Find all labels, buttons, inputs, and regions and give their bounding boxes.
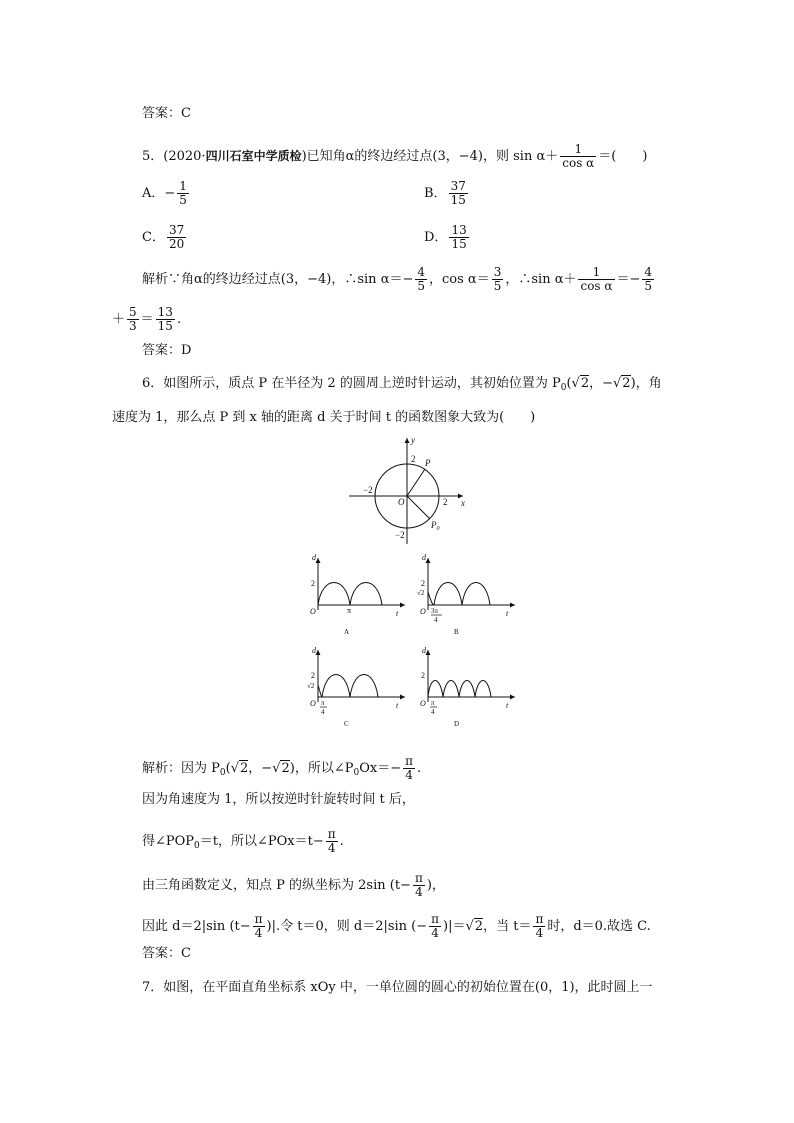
q5-analysis-text: ，∴sin α＋ bbox=[505, 272, 577, 287]
radius-op bbox=[407, 469, 425, 496]
x-tick-num: 3π bbox=[431, 607, 439, 615]
curve bbox=[428, 583, 490, 606]
analysis-text: . bbox=[417, 761, 422, 776]
p0-letter: P bbox=[431, 520, 437, 530]
frac-num: π bbox=[431, 912, 440, 926]
d-arrow bbox=[316, 650, 321, 655]
y-tick-2: 2 bbox=[311, 579, 315, 588]
frac-den: 3 bbox=[129, 319, 137, 333]
t-arrow bbox=[400, 603, 405, 608]
fraction bbox=[253, 913, 265, 940]
q5-option-a bbox=[142, 180, 191, 207]
analysis-text: 由三角函数定义，知点 P 的纵坐标为 2sin (t− bbox=[142, 878, 411, 893]
analysis-text: 时，d＝0.故选 C. bbox=[547, 919, 651, 934]
q5-analysis-frac1 bbox=[415, 266, 427, 293]
q6-analysis-line1: 解析：因为 $P_0(√2$，−√2)，所以$\angle P_0Ox=-$ $\frac{\pi}{4}$ . bbox=[142, 754, 422, 782]
analysis-text: ，当 t＝ bbox=[483, 919, 532, 934]
frac-den: 15 bbox=[450, 193, 466, 207]
q6-graph-a bbox=[300, 550, 410, 640]
q5-analysis-text: . bbox=[176, 312, 182, 327]
q6-stem-text: ，− bbox=[589, 376, 613, 391]
fraction bbox=[533, 913, 545, 940]
q5-analysis-frac5 bbox=[127, 306, 139, 333]
frac-den: 15 bbox=[157, 319, 173, 333]
q5-stem-suffix: ＝( ) bbox=[598, 149, 648, 164]
option-c-fraction bbox=[167, 224, 186, 251]
frac-den: 5 bbox=[493, 279, 502, 293]
sqrt: 2 bbox=[240, 761, 249, 776]
option-d-label: D． bbox=[424, 230, 448, 245]
origin-label: O bbox=[420, 699, 426, 708]
x-tick-den: 4 bbox=[434, 616, 438, 624]
q6-graph-b bbox=[410, 550, 520, 640]
t-arrow bbox=[400, 695, 405, 700]
d-arrow bbox=[426, 558, 431, 563]
graph-letter: C bbox=[344, 720, 349, 728]
analysis-text: ，− bbox=[248, 761, 273, 776]
x-tick-num: π bbox=[321, 699, 325, 707]
frac-num: 4 bbox=[644, 265, 653, 279]
graph-letter: B bbox=[454, 628, 459, 636]
frac-den: 4 bbox=[431, 926, 439, 940]
analysis-text: )|.令 t＝0，则 d＝2|sin (− bbox=[266, 919, 428, 934]
t-label: t bbox=[506, 701, 509, 710]
fraction bbox=[413, 872, 425, 899]
q6-analysis-line2: 因为角速度为 1，所以按逆时针旋转时间 t 后， bbox=[142, 792, 415, 807]
frac-num: 5 bbox=[129, 305, 137, 319]
d-label: d bbox=[312, 646, 316, 655]
q6-subscript: 0 bbox=[560, 383, 567, 393]
y-tick-2: 2 bbox=[311, 671, 315, 680]
sqrt: 2 bbox=[281, 761, 290, 776]
q6-sqrt: 2 bbox=[580, 376, 590, 391]
fig-2-right: 2 bbox=[443, 497, 448, 507]
analysis-text: )|＝ bbox=[443, 919, 466, 934]
q6-stem-line1: 6．如图所示，质点 P 在半径为 2 的圆周上逆时针运动，其初始位置为 $P_0(√2$，−√2)，角 bbox=[142, 376, 662, 393]
q5-source: 四川石室中学质检 bbox=[205, 149, 302, 163]
fig-y-label: y bbox=[411, 435, 415, 445]
frac-num: π bbox=[405, 754, 413, 768]
y-tick-sqrt2: √2 bbox=[307, 682, 315, 690]
fraction bbox=[403, 755, 415, 782]
frac-den: 4 bbox=[405, 768, 413, 782]
t-label: t bbox=[396, 609, 399, 618]
frac-num: 1 bbox=[578, 266, 614, 280]
q5-option-c bbox=[142, 224, 188, 251]
frac-den: cos α bbox=[580, 279, 613, 293]
t-arrow bbox=[510, 695, 515, 700]
q5-analysis-text: ＋ bbox=[112, 312, 126, 327]
fig-neg2-bottom: −2 bbox=[395, 530, 405, 540]
q4-answer: 答案：C bbox=[142, 106, 191, 121]
t-label: t bbox=[506, 609, 509, 618]
frac-den: 4 bbox=[254, 926, 263, 940]
frac-num: π bbox=[254, 912, 263, 926]
option-d-fraction bbox=[449, 224, 468, 251]
q5-analysis-frac6 bbox=[156, 306, 175, 333]
subscript: 0 bbox=[194, 841, 200, 851]
fraction bbox=[429, 913, 441, 940]
q5-option-b bbox=[424, 180, 470, 207]
q6-graph-c bbox=[300, 645, 410, 735]
radius-op0 bbox=[407, 496, 430, 519]
frac-num: 1 bbox=[179, 179, 187, 193]
curve bbox=[318, 583, 382, 606]
q5-analysis-frac2 bbox=[492, 266, 504, 293]
option-a-label: A．− bbox=[142, 186, 176, 201]
q5-analysis-text: ＝− bbox=[616, 272, 641, 287]
option-b-fraction bbox=[449, 180, 468, 207]
frac-den: 4 bbox=[535, 926, 544, 940]
q5-stem bbox=[142, 143, 647, 170]
q6-stem-text: )，角 bbox=[630, 376, 662, 391]
graph-letter: D bbox=[454, 720, 460, 728]
analysis-text: ＝t，所以∠POx＝t− bbox=[199, 834, 324, 849]
q5-analysis-text: ，cos α＝ bbox=[429, 272, 490, 287]
curve bbox=[428, 681, 491, 698]
analysis-text: 解析：因为 P bbox=[142, 761, 220, 776]
d-label: d bbox=[422, 553, 426, 562]
frac-num: 37 bbox=[450, 179, 466, 193]
q6-stem-text: ( bbox=[566, 376, 572, 391]
analysis-text: )， bbox=[426, 878, 445, 893]
q6-sqrt: 2 bbox=[622, 376, 631, 391]
p0-sub: 0 bbox=[436, 526, 440, 532]
q6-analysis-line4 bbox=[142, 872, 445, 899]
q5-analysis-text: ＝ bbox=[140, 312, 154, 327]
frac-num: π bbox=[535, 912, 544, 926]
d-arrow bbox=[426, 650, 431, 655]
analysis-text: . bbox=[339, 834, 344, 849]
frac-num: π bbox=[327, 827, 336, 841]
fig-origin: O bbox=[398, 497, 405, 507]
frac-num: 3 bbox=[493, 265, 502, 279]
x-tick-den: 4 bbox=[321, 708, 325, 716]
d-label: d bbox=[422, 646, 426, 655]
origin-label: O bbox=[310, 699, 316, 708]
q5-analysis-text: 解析∵角α的终边经过点(3，−4)，∴sin α＝− bbox=[142, 272, 414, 287]
t-arrow bbox=[510, 603, 515, 608]
graph-letter: A bbox=[344, 628, 350, 636]
q5-option-d bbox=[424, 224, 471, 251]
q6-graph-d bbox=[410, 645, 520, 735]
frac-num: 4 bbox=[417, 265, 426, 279]
q5-stem-mid: )已知角α的终边经过点(3，−4)，则 sin α＋ bbox=[301, 149, 559, 164]
frac-den: 4 bbox=[327, 841, 336, 855]
frac-num: 13 bbox=[451, 223, 467, 237]
q5-analysis-frac4 bbox=[642, 266, 654, 293]
fig-p-label: P bbox=[425, 458, 431, 468]
x-tick-den: 4 bbox=[431, 708, 435, 716]
analysis-text: 因此 d＝2|sin (t− bbox=[142, 919, 251, 934]
fraction bbox=[326, 828, 338, 855]
frac-den: 5 bbox=[179, 193, 187, 207]
frac-num: π bbox=[414, 871, 423, 885]
q6-stem-line2: 速度为 1，那么点 P 到 x 轴的距离 d 关于时间 t 的函数图象大致为( ) bbox=[112, 410, 536, 425]
origin-label: O bbox=[310, 607, 316, 616]
q5-analysis-line2 bbox=[112, 306, 181, 333]
y-tick-sqrt2: √2 bbox=[417, 589, 425, 597]
q5-stem-fraction bbox=[560, 143, 596, 170]
q5-frac-num: 1 bbox=[560, 143, 596, 157]
d-arrow bbox=[316, 558, 321, 563]
q5-stem-prefix: 5．(2020· bbox=[142, 149, 206, 164]
option-a-fraction bbox=[177, 180, 189, 207]
q5-analysis-frac3 bbox=[578, 266, 614, 293]
y-tick-2: 2 bbox=[421, 579, 425, 588]
analysis-text: Ox＝− bbox=[359, 761, 402, 776]
option-c-label: C． bbox=[142, 230, 165, 245]
frac-den: 5 bbox=[417, 279, 426, 293]
sqrt: 2 bbox=[474, 919, 484, 934]
frac-den: 15 bbox=[451, 237, 467, 251]
frac-den: 5 bbox=[644, 279, 653, 293]
d-label: d bbox=[312, 553, 316, 562]
option-b-label: B． bbox=[424, 186, 447, 201]
x-tick-num: π bbox=[431, 699, 435, 707]
y-arrow bbox=[405, 438, 410, 443]
fig-x-label: x bbox=[461, 498, 465, 508]
q5-answer: 答案：D bbox=[142, 343, 192, 358]
t-label: t bbox=[396, 701, 399, 710]
frac-num: 13 bbox=[157, 305, 173, 319]
analysis-text: )，所以∠P bbox=[289, 761, 354, 776]
q5-analysis-line1 bbox=[142, 266, 656, 293]
q6-stem-text: 6．如图所示，质点 P 在半径为 2 的圆周上逆时针运动，其初始位置为 P bbox=[142, 376, 561, 391]
subscript: 0 bbox=[219, 768, 226, 778]
q6-analysis-line3 bbox=[142, 828, 344, 855]
fig-2-top: 2 bbox=[411, 454, 416, 464]
analysis-text: ( bbox=[225, 761, 231, 776]
q7-stem: 7．如图，在平面直角坐标系 xOy 中，一单位圆的圆心的初始位置在(0，1)，此时圆上一 bbox=[142, 980, 653, 995]
curve bbox=[318, 675, 378, 698]
frac-den: 4 bbox=[415, 885, 423, 899]
analysis-text: 得∠POP bbox=[142, 834, 195, 849]
origin-label: O bbox=[420, 607, 426, 616]
x-tick-pi: π bbox=[347, 606, 352, 615]
fig-p0-label bbox=[430, 520, 440, 532]
q6-answer: 答案：C bbox=[142, 946, 191, 961]
frac-num: 37 bbox=[168, 223, 185, 237]
y-tick-2: 2 bbox=[421, 671, 425, 680]
q6-analysis-line5: 因此 d＝2|sin (t− $\frac{\pi}{4}$ )|.令 t＝0，则 d＝2|sin (− $\frac{\pi}{4}$ )|＝√2，当 t＝ $\frac{\pi}{4}$ 时，d＝0.故选 C. bbox=[142, 912, 651, 940]
subscript: 0 bbox=[353, 768, 360, 778]
q6-circle-figure bbox=[345, 432, 475, 547]
fig-neg2-left: −2 bbox=[363, 485, 373, 495]
q5-frac-den: cos α bbox=[562, 156, 595, 170]
frac-den: 20 bbox=[168, 237, 185, 251]
